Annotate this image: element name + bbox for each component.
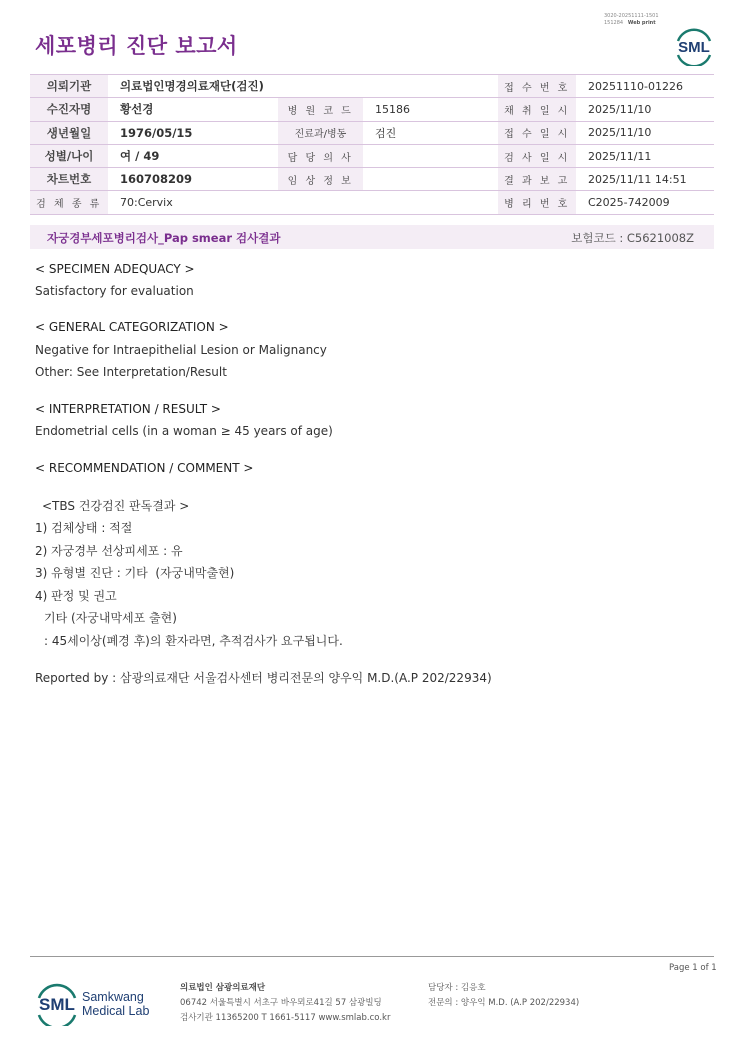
report-date-label: 결 과 보 고	[498, 168, 576, 191]
footer-license: 검사기관 11365200 T 1661-5117 www.smlab.co.kr	[180, 1013, 391, 1023]
info-row	[30, 168, 714, 191]
received-date-label: 접 수 일 시	[498, 121, 576, 144]
patient-value: 황선경	[108, 98, 278, 121]
footer-staff: 담당자 : 김응호	[428, 983, 486, 993]
dept-value: 검진	[363, 121, 498, 144]
adequacy-heading: < SPECIMEN ADEQUACY >	[35, 262, 195, 276]
patient-info-table	[30, 74, 714, 215]
tbs-item-1: 1) 검체상태 : 적절	[35, 521, 133, 535]
clinical-info-value	[363, 168, 498, 191]
info-row	[30, 75, 714, 98]
logo-name-2: Medical Lab	[82, 1004, 150, 1018]
chart-no-label: 차트번호	[30, 168, 108, 191]
test-date-value: 2025/11/11	[576, 144, 714, 167]
test-date-label: 검 사 일 시	[498, 144, 576, 167]
print-meta-line1: 3020-20251111-1501	[604, 13, 659, 19]
chart-no-value: 160708209	[108, 168, 278, 191]
info-row	[30, 191, 714, 214]
clinical-info-label: 임 상 정 보	[278, 168, 363, 191]
reported-by: Reported by : 삼광의료재단 서울검사센터 병리전문의 양우익 M.D.(A.P 202/22934)	[35, 671, 492, 685]
patient-label: 수진자명	[30, 98, 108, 121]
physician-value	[363, 144, 498, 167]
adequacy-text: Satisfactory for evaluation	[35, 284, 194, 298]
footer-divider	[30, 956, 714, 957]
physician-label: 담 당 의 사	[278, 144, 363, 167]
info-row	[30, 144, 714, 167]
categorization-text-1: Negative for Intraepithelial Lesion or Malignancy	[35, 343, 327, 357]
tbs-item-4b: : 45세이상(폐경 후)의 환자라면, 추적검사가 요구됩니다.	[44, 634, 343, 648]
interpretation-heading: < INTERPRETATION / RESULT >	[35, 402, 221, 416]
categorization-heading: < GENERAL CATEGORIZATION >	[35, 320, 229, 334]
hospital-code-label: 병 원 코 드	[278, 98, 363, 121]
print-meta-id: 151284	[604, 20, 624, 26]
report-title: 세포병리 진단 보고서	[35, 34, 238, 58]
samkwang-logo-icon	[36, 980, 158, 1026]
requesting-org-label: 의뢰기관	[30, 75, 108, 98]
test-title-bar	[30, 225, 714, 249]
sex-age-label: 성별/나이	[30, 144, 108, 167]
collection-date-label: 채 취 일 시	[498, 98, 576, 121]
hospital-code-value: 15186	[363, 98, 498, 121]
tbs-heading: <TBS 건강검진 판독결과 >	[42, 499, 190, 513]
tbs-item-2: 2) 자궁경부 선상피세포 : 유	[35, 544, 183, 558]
pathology-no-value: C2025-742009	[576, 191, 714, 214]
info-row	[30, 121, 714, 144]
dob-label: 생년월일	[30, 121, 108, 144]
page-number: Page 1 of 1	[669, 963, 717, 973]
receipt-no-value: 20251110-01226	[576, 75, 714, 98]
print-meta-tag: Web print	[627, 20, 656, 26]
received-date-value: 2025/11/10	[576, 121, 714, 144]
logo-bottom-text: SML	[39, 995, 75, 1014]
specimen-label: 검 체 종 류	[30, 191, 108, 214]
dob-value: 1976/05/15	[108, 121, 278, 144]
collection-date-value: 2025/11/10	[576, 98, 714, 121]
footer-doctor: 전문의 : 양우익 M.D. (A.P 202/22934)	[428, 998, 580, 1008]
dept-label: 진료과/병동	[278, 121, 363, 144]
categorization-text-2: Other: See Interpretation/Result	[35, 365, 227, 379]
logo-name-1: Samkwang	[82, 990, 144, 1004]
report-date-value: 2025/11/11 14:51	[576, 168, 714, 191]
requesting-org-value: 의료법인명경의료재단(검진)	[108, 75, 498, 98]
print-meta	[604, 13, 659, 27]
receipt-no-label: 접 수 번 호	[498, 75, 576, 98]
footer-org: 의료법인 삼광의료재단	[180, 983, 266, 993]
tbs-item-3: 3) 유형별 진단 : 기타 (자궁내막출현)	[35, 566, 235, 580]
sml-logo-icon	[672, 24, 716, 66]
insurance-code: 보험코드 : C5621008Z	[571, 231, 694, 245]
specimen-value: 70:Cervix	[108, 191, 498, 214]
info-row	[30, 98, 714, 121]
footer-address: 06742 서울특별시 서초구 바우뫼로41길 57 삼광빌딩	[180, 998, 382, 1008]
tbs-item-4: 4) 판정 및 권고	[35, 589, 117, 603]
sex-age-value: 여 / 49	[108, 144, 278, 167]
logo-top-text: SML	[678, 39, 710, 56]
recommendation-heading: < RECOMMENDATION / COMMENT >	[35, 461, 254, 475]
test-name: 자궁경부세포병리검사_Pap smear 검사결과	[47, 231, 281, 245]
tbs-item-4a: 기타 (자궁내막세포 출현)	[44, 611, 177, 625]
pathology-no-label: 병 리 번 호	[498, 191, 576, 214]
interpretation-text: Endometrial cells (in a woman ≥ 45 years of age)	[35, 424, 333, 438]
